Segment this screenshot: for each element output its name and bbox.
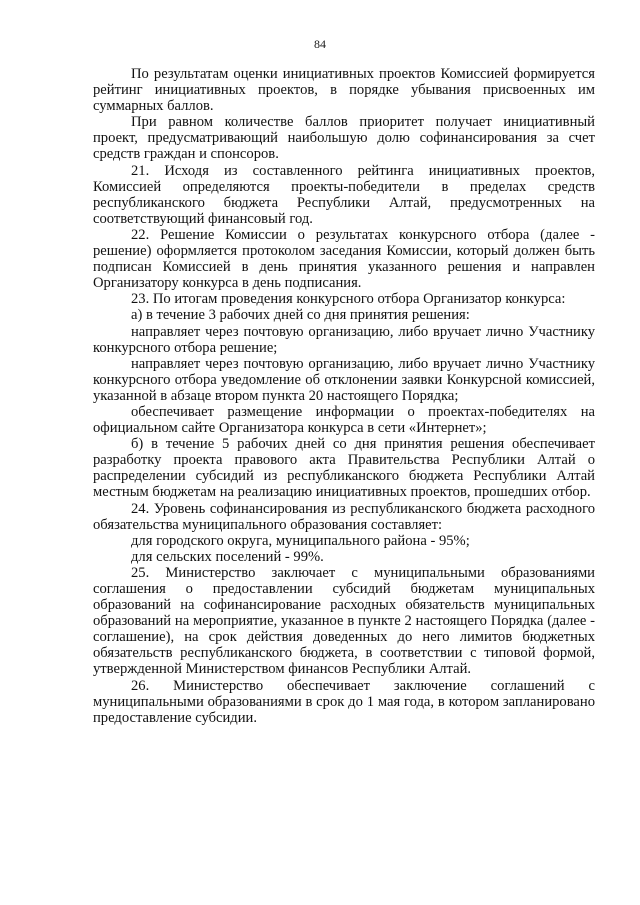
paragraph-item-21: 21. Исходя из составленного рейтинга инициативных проектов, Комиссией определяются проекты-победители в пределах средств республиканского бюджета Республики Алтай, предусмотренных на соответствующий финансовый год.	[93, 162, 595, 227]
paragraph-publish-info: обеспечивает размещение информации о проектах-победителях на официальном сайте Организатора конкурса в сети «Интернет»;	[93, 403, 595, 437]
document-body	[93, 66, 595, 726]
paragraph-item-23b: б) в течение 5 рабочих дней со дня принятия решения обеспечивает разработку проекта правового акта Правительства Республики Алтай о распределении субсидий из республиканского бюджета Республики Алтай местным бюджетам на реализацию инициативных проектов, прошедших отбор.	[93, 436, 595, 501]
paragraph-urban-rate: для городского округа, муниципального района - 95%;	[131, 532, 470, 549]
paragraph-send-rejection: направляет через почтовую организацию, либо вручает лично Участнику конкурсного отбора уведомление об отклонении заявки Конкурсной комиссией, указанной в абзаце втором пункта 20 настоящего Порядка;	[93, 355, 595, 404]
paragraph-rating: По результатам оценки инициативных проектов Комиссией формируется рейтинг инициативных проектов, в порядке убывания присвоенных им суммарных баллов.	[93, 66, 595, 115]
paragraph-send-decision: направляет через почтовую организацию, либо вручает лично Участнику конкурсного отбора решение;	[93, 323, 595, 356]
paragraph-item-26: 26. Министерство обеспечивает заключение соглашений с муниципальными образованиями в срок до 1 мая года, в котором запланировано предоставление субсидии.	[93, 677, 595, 726]
paragraph-item-24: 24. Уровень софинансирования из республиканского бюджета расходного обязательства муниципального образования составляет:	[93, 500, 595, 533]
paragraph-item-23a: а) в течение 3 рабочих дней со дня принятия решения:	[131, 307, 470, 324]
paragraph-item-22: 22. Решение Комиссии о результатах конкурсного отбора (далее - решение) оформляется протоколом заседания Комиссии, который должен быть подписан Комиссией в день принятия указанного решения и направлен Организатору конкурса в день подписания.	[93, 226, 595, 292]
paragraph-item-25: 25. Министерство заключает с муниципальными образованиями соглашения о предоставлении субсидий бюджетам муниципальных образований на софинансирование расходных обязательств муниципальных образований на мероприятие, указанное в пункте 2 настоящего Порядка (далее - соглашение), на срок действия доведенных до него лимитов бюджетных обязательств республиканского бюджета, в соответствии с типовой формой, утвержденной Министерством финансов Республики Алтай.	[93, 564, 595, 678]
paragraph-rural-rate: для сельских поселений - 99%.	[131, 548, 324, 565]
page-number: 84	[314, 37, 326, 51]
paragraph-equal-score-priority: При равном количестве баллов приоритет получает инициативный проект, предусматривающий наибольшую долю софинансирования за счет средств граждан и спонсоров.	[93, 114, 595, 163]
paragraph-item-23: 23. По итогам проведения конкурсного отбора Организатор конкурса:	[131, 291, 566, 308]
